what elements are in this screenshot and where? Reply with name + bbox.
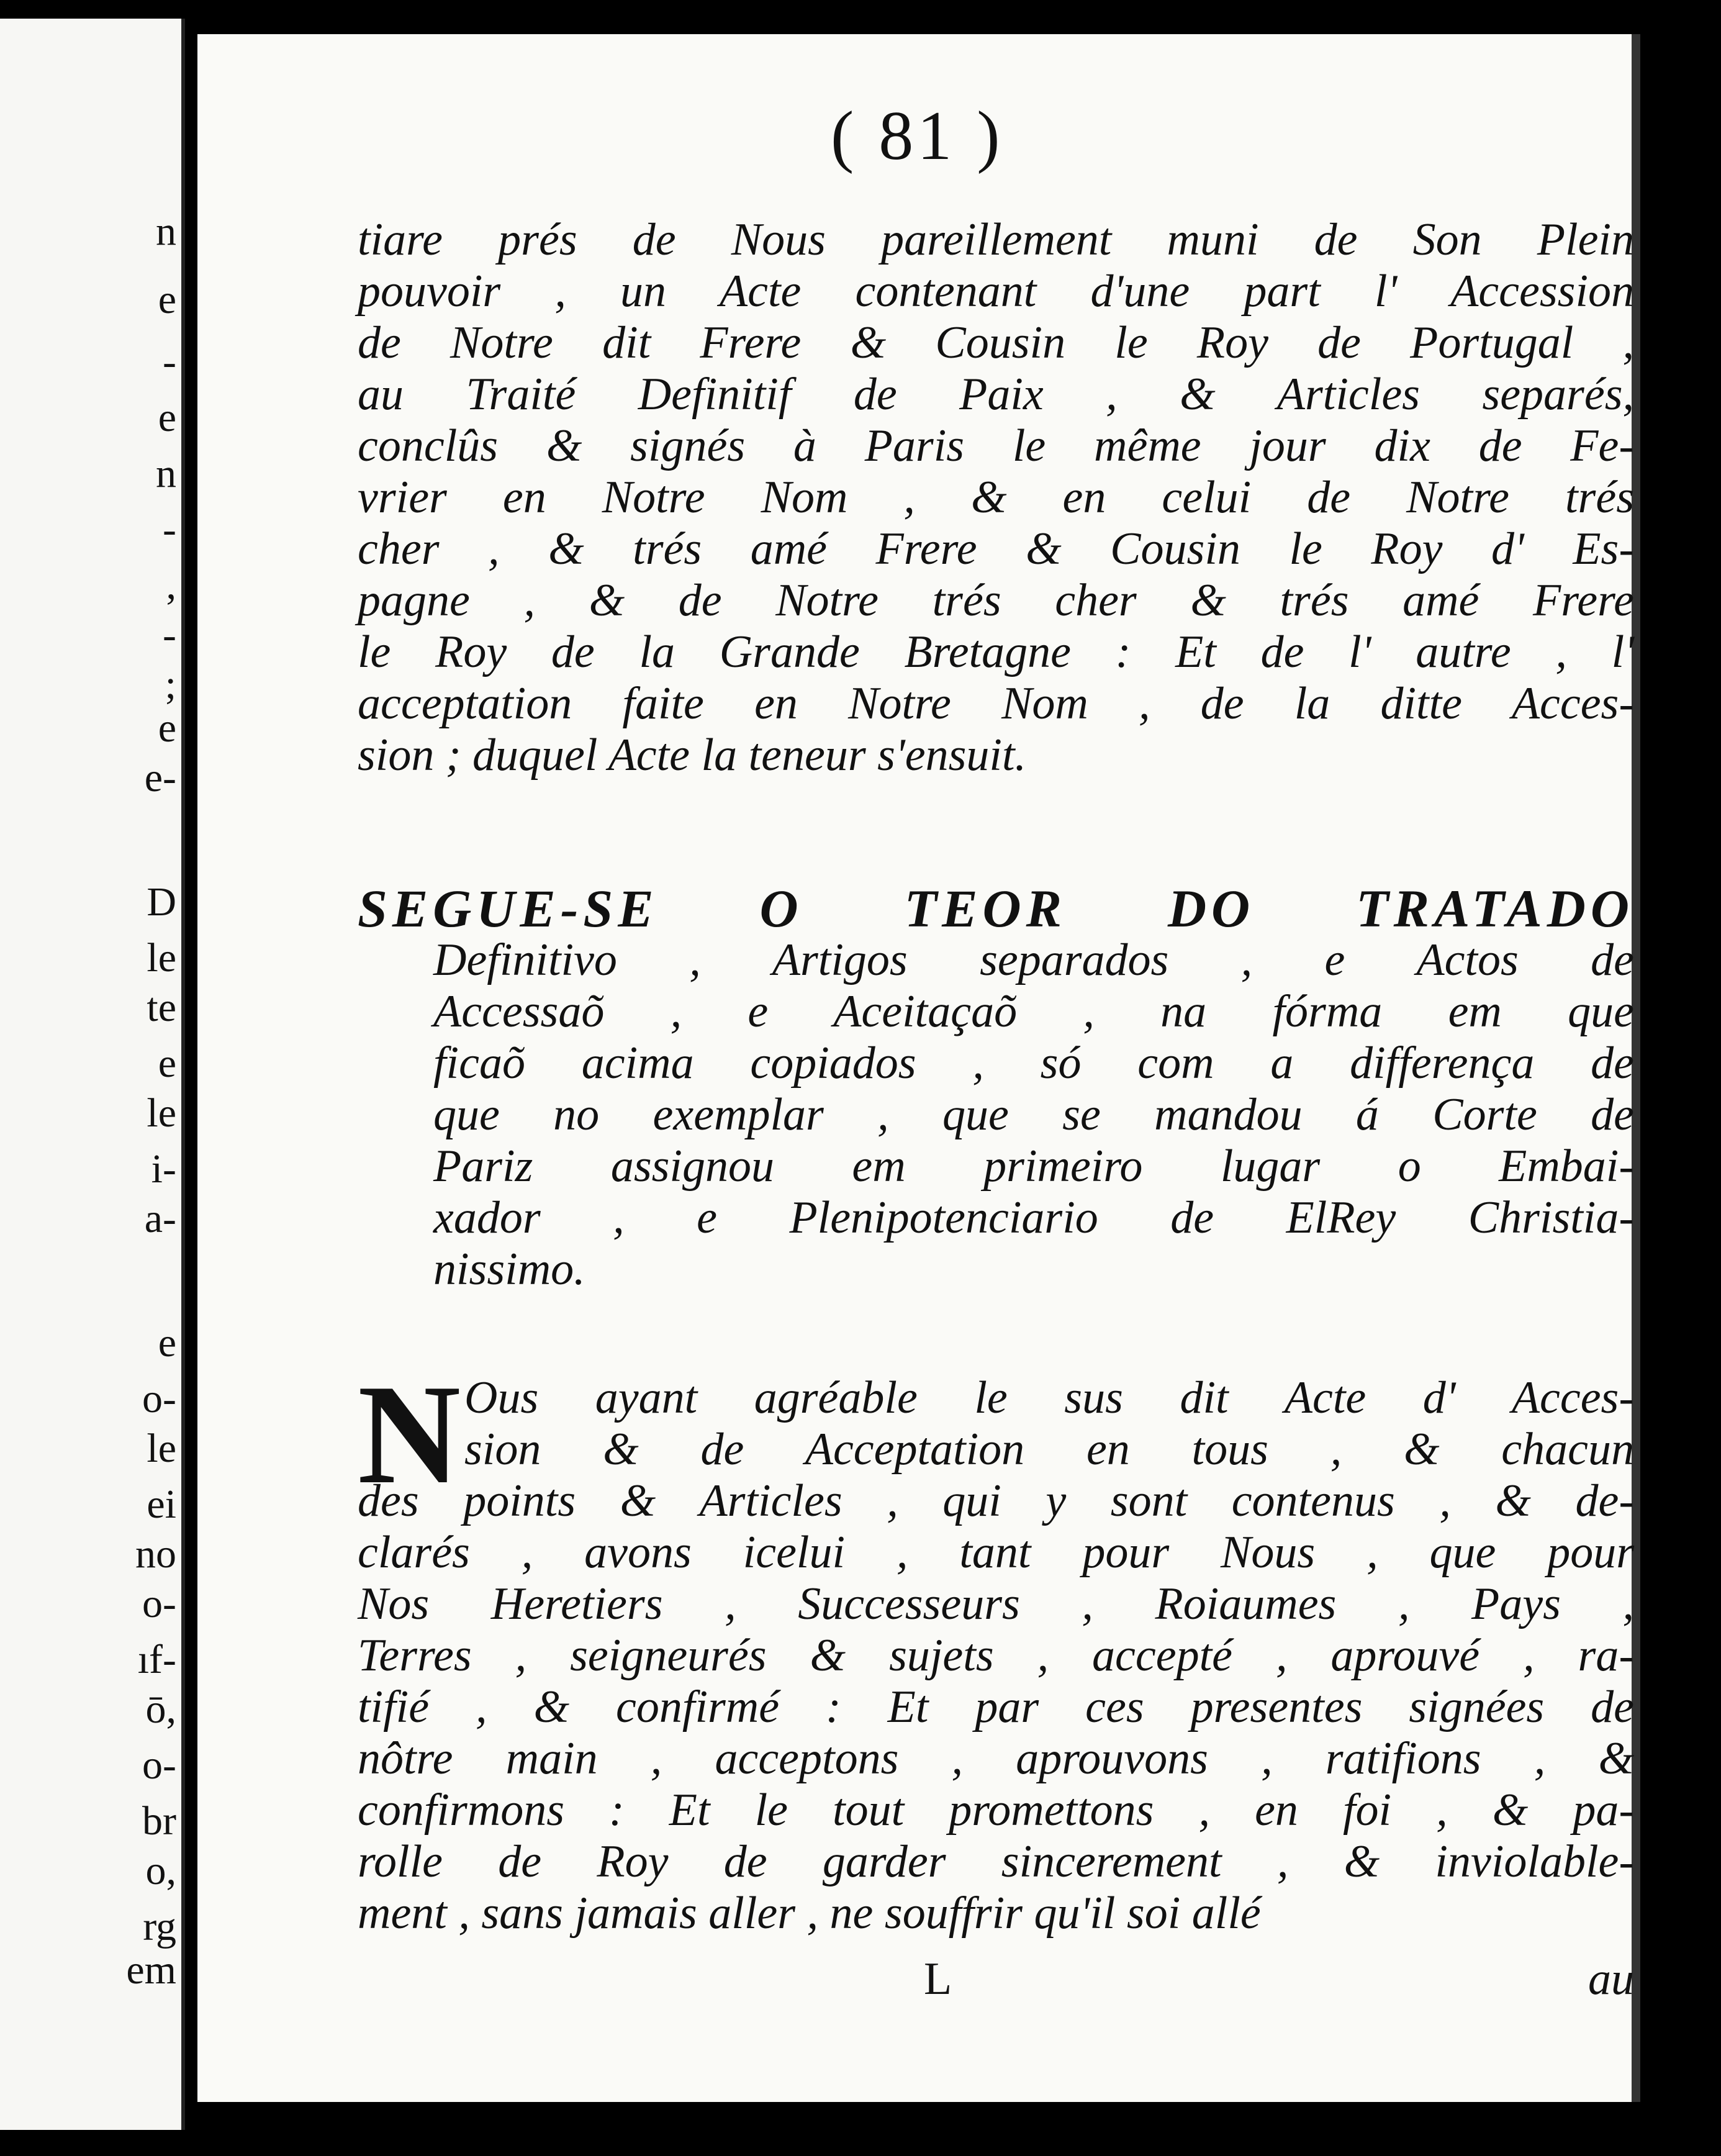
- left-page-fragment: em: [126, 1947, 176, 1993]
- left-page-fragment: o-: [142, 1376, 176, 1421]
- paragraph-ratification: [358, 1475, 1634, 1939]
- left-page-fragment: no: [135, 1531, 176, 1577]
- left-page-fragment: -: [163, 339, 176, 384]
- text-line: conclûs & signés à Paris le même jour dix de Fe-: [358, 420, 1634, 471]
- text-line: ment , sans jamais aller , ne souffrir qu'il soi allé: [358, 1888, 1261, 1939]
- text-line: xador , e Plenipotenciario de ElRey Christia-: [433, 1192, 1634, 1243]
- left-page-fragment: ei: [147, 1482, 176, 1527]
- paragraph-ratification-opening: [464, 1372, 1634, 1475]
- text-line: tifié , & confirmé : Et par ces presentes signées de: [358, 1682, 1634, 1732]
- left-page-fragment: o-: [142, 1742, 176, 1788]
- text-line: ficaõ acima copiados , só com a differença de: [433, 1038, 1634, 1089]
- text-line: que no exemplar , que se mandou á Corte de: [433, 1089, 1634, 1140]
- catchword: au: [1588, 1954, 1634, 2004]
- left-page-fragment: e: [158, 705, 176, 751]
- left-page-fragment: e: [158, 1041, 176, 1086]
- text-line: pagne , & de Notre trés cher & trés amé Frere: [358, 575, 1634, 626]
- text-line: vrier en Notre Nom , & en celui de Notre trés: [358, 472, 1634, 523]
- paragraph-portuguese-note: [433, 935, 1634, 1295]
- left-page-fragment: le: [147, 1426, 176, 1471]
- left-page-edge: [0, 19, 185, 2130]
- left-page-fragment: e: [158, 395, 176, 440]
- text-line: nissimo.: [433, 1244, 585, 1295]
- section-heading: SEGUE-SE O TEOR DO TRATADO: [358, 879, 1634, 938]
- left-page-fragment: e: [158, 1320, 176, 1366]
- left-page-fragment: ;: [165, 662, 176, 707]
- document-page: [197, 34, 1632, 2102]
- left-page-fragment: ıf-: [137, 1637, 176, 1682]
- left-page-fragment: ,: [166, 563, 176, 608]
- signature-mark: L: [924, 1954, 952, 2004]
- text-line: au Traité Definitif de Paix , & Articles separés,: [358, 369, 1634, 420]
- left-page-fragment: rg: [143, 1904, 176, 1949]
- text-line: confirmons : Et le tout promettons , en foi , & pa-: [358, 1785, 1634, 1836]
- text-line: Pariz assignou em primeiro lugar o Embai-: [433, 1141, 1634, 1192]
- text-line: sion & de Acceptation en tous , & chacun: [464, 1424, 1634, 1475]
- text-line: le Roy de la Grande Bretagne : Et de l' autre , l': [358, 627, 1634, 677]
- left-page-fragment: le: [147, 1090, 176, 1136]
- text-line: rolle de Roy de garder sincerement , & inviolable-: [358, 1836, 1634, 1887]
- text-line: clarés , avons icelui , tant pour Nous , que pour: [358, 1527, 1634, 1578]
- left-page-fragment: te: [147, 985, 176, 1030]
- left-page-fragment: a-: [144, 1196, 176, 1241]
- left-page-fragment: ō,: [145, 1687, 176, 1732]
- text-line: Nos Heretiers , Successeurs , Roiaumes , Pays ,: [358, 1578, 1634, 1629]
- drop-cap-initial: N: [358, 1355, 461, 1513]
- left-page-fragment: -: [163, 507, 176, 552]
- left-page-fragment: le: [147, 935, 176, 981]
- text-line: acceptation faite en Notre Nom , de la ditte Acces-: [358, 678, 1634, 729]
- text-line: Terres , seigneurés & sujets , accepté , aprouvé , ra-: [358, 1630, 1634, 1681]
- paragraph-french-intro: [358, 214, 1634, 781]
- left-page-fragment: n: [156, 209, 176, 254]
- left-page-fragment: o,: [145, 1848, 176, 1893]
- text-line: Accessaõ , e Aceitaçaõ , na fórma em que: [433, 986, 1634, 1037]
- left-page-fragment: o-: [142, 1581, 176, 1626]
- page-number: ( 81 ): [831, 97, 1004, 174]
- text-line: nôtre main , acceptons , aprouvons , ratifions , &: [358, 1733, 1634, 1784]
- left-page-fragment: n: [156, 451, 176, 496]
- text-line: Definitivo , Artigos separados , e Actos de: [433, 935, 1634, 985]
- left-page-fragment: br: [142, 1798, 176, 1844]
- text-line: cher , & trés amé Frere & Cousin le Roy d' Es-: [358, 523, 1634, 574]
- left-page-fragment: e: [158, 277, 176, 322]
- text-line: pouvoir , un Acte contenant d'une part l' Accession: [358, 266, 1634, 317]
- text-line: des points & Articles , qui y sont contenus , & de-: [358, 1475, 1634, 1526]
- text-line: Ous ayant agréable le sus dit Acte d' Acces-: [464, 1372, 1634, 1423]
- left-page-fragment: i-: [151, 1146, 176, 1192]
- left-page-fragment: e-: [144, 755, 176, 800]
- text-line: sion ; duquel Acte la teneur s'ensuit.: [358, 730, 1027, 781]
- left-page-fragment: -: [163, 612, 176, 658]
- text-line: tiare prés de Nous pareillement muni de Son Plein: [358, 214, 1634, 265]
- text-line: de Notre dit Frere & Cousin le Roy de Portugal ,: [358, 317, 1634, 368]
- left-page-fragment: D: [147, 879, 176, 925]
